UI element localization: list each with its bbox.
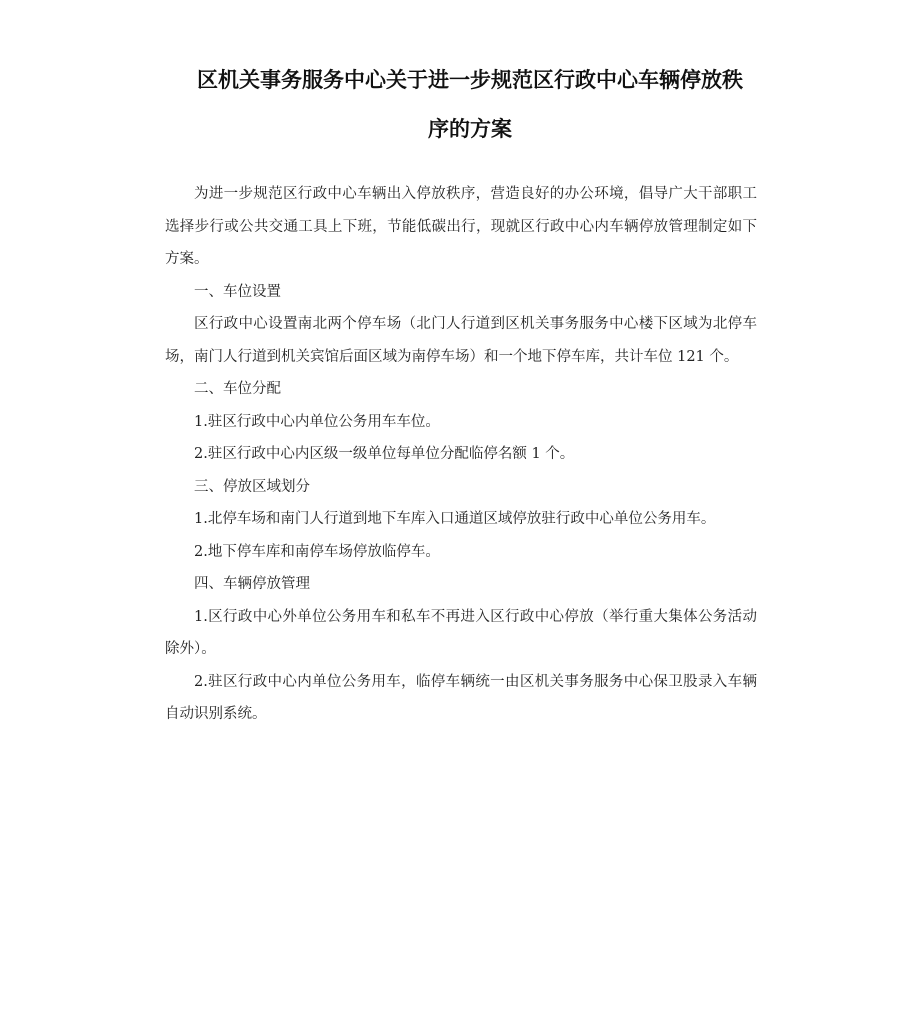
section-heading-parking-setup: 一、车位设置 <box>194 283 281 300</box>
allocation-item-2: 2.驻区行政中心内区级一级单位每单位分配临停名额 1 个。 <box>194 446 575 462</box>
section-heading-parking-management: 四、车辆停放管理 <box>194 576 310 592</box>
document-title-line-2: 序的方案 <box>428 117 512 141</box>
section-heading-space-allocation: 二、车位分配 <box>194 381 281 397</box>
intro-paragraph: 为进一步规范区行政中心车辆出入停放秩序，营造良好的办公环境，倡导广大干部职工选择步行或公共交通工具上下班，节能低碳出行，现就区行政中心内车辆停放管理制定如下方案。 <box>165 186 757 267</box>
allocation-item-1: 1.驻区行政中心内单位公务用车车位。 <box>194 413 440 430</box>
management-item-1: 1.区行政中心外单位公务用车和私车不再进入区行政中心停放（举行重大集体公务活动除外）。 <box>165 608 757 657</box>
zone-item-2: 2.地下停车库和南停车场停放临停车。 <box>194 543 440 560</box>
paragraph-parking-setup: 区行政中心设置南北两个停车场（北门人行道到区机关事务服务中心楼下区域为北停车场，南门人行道到机关宾馆后面区域为南停车场）和一个地下停车库，共计车位 121 个。 <box>165 316 757 365</box>
zone-item-1: 1.北停车场和南门人行道到地下车库入口通道区域停放驻行政中心单位公务用车。 <box>194 511 716 527</box>
document-body <box>165 178 757 731</box>
section-heading-zone-division: 三、停放区域划分 <box>194 478 310 495</box>
document-title-line-1: 区机关事务服务中心关于进一步规范区行政中心车辆停放秩 <box>197 68 743 92</box>
management-item-2: 2.驻区行政中心内单位公务用车，临停车辆统一由区机关事务服务中心保卫股录入车辆自动识别系统。 <box>165 673 757 722</box>
